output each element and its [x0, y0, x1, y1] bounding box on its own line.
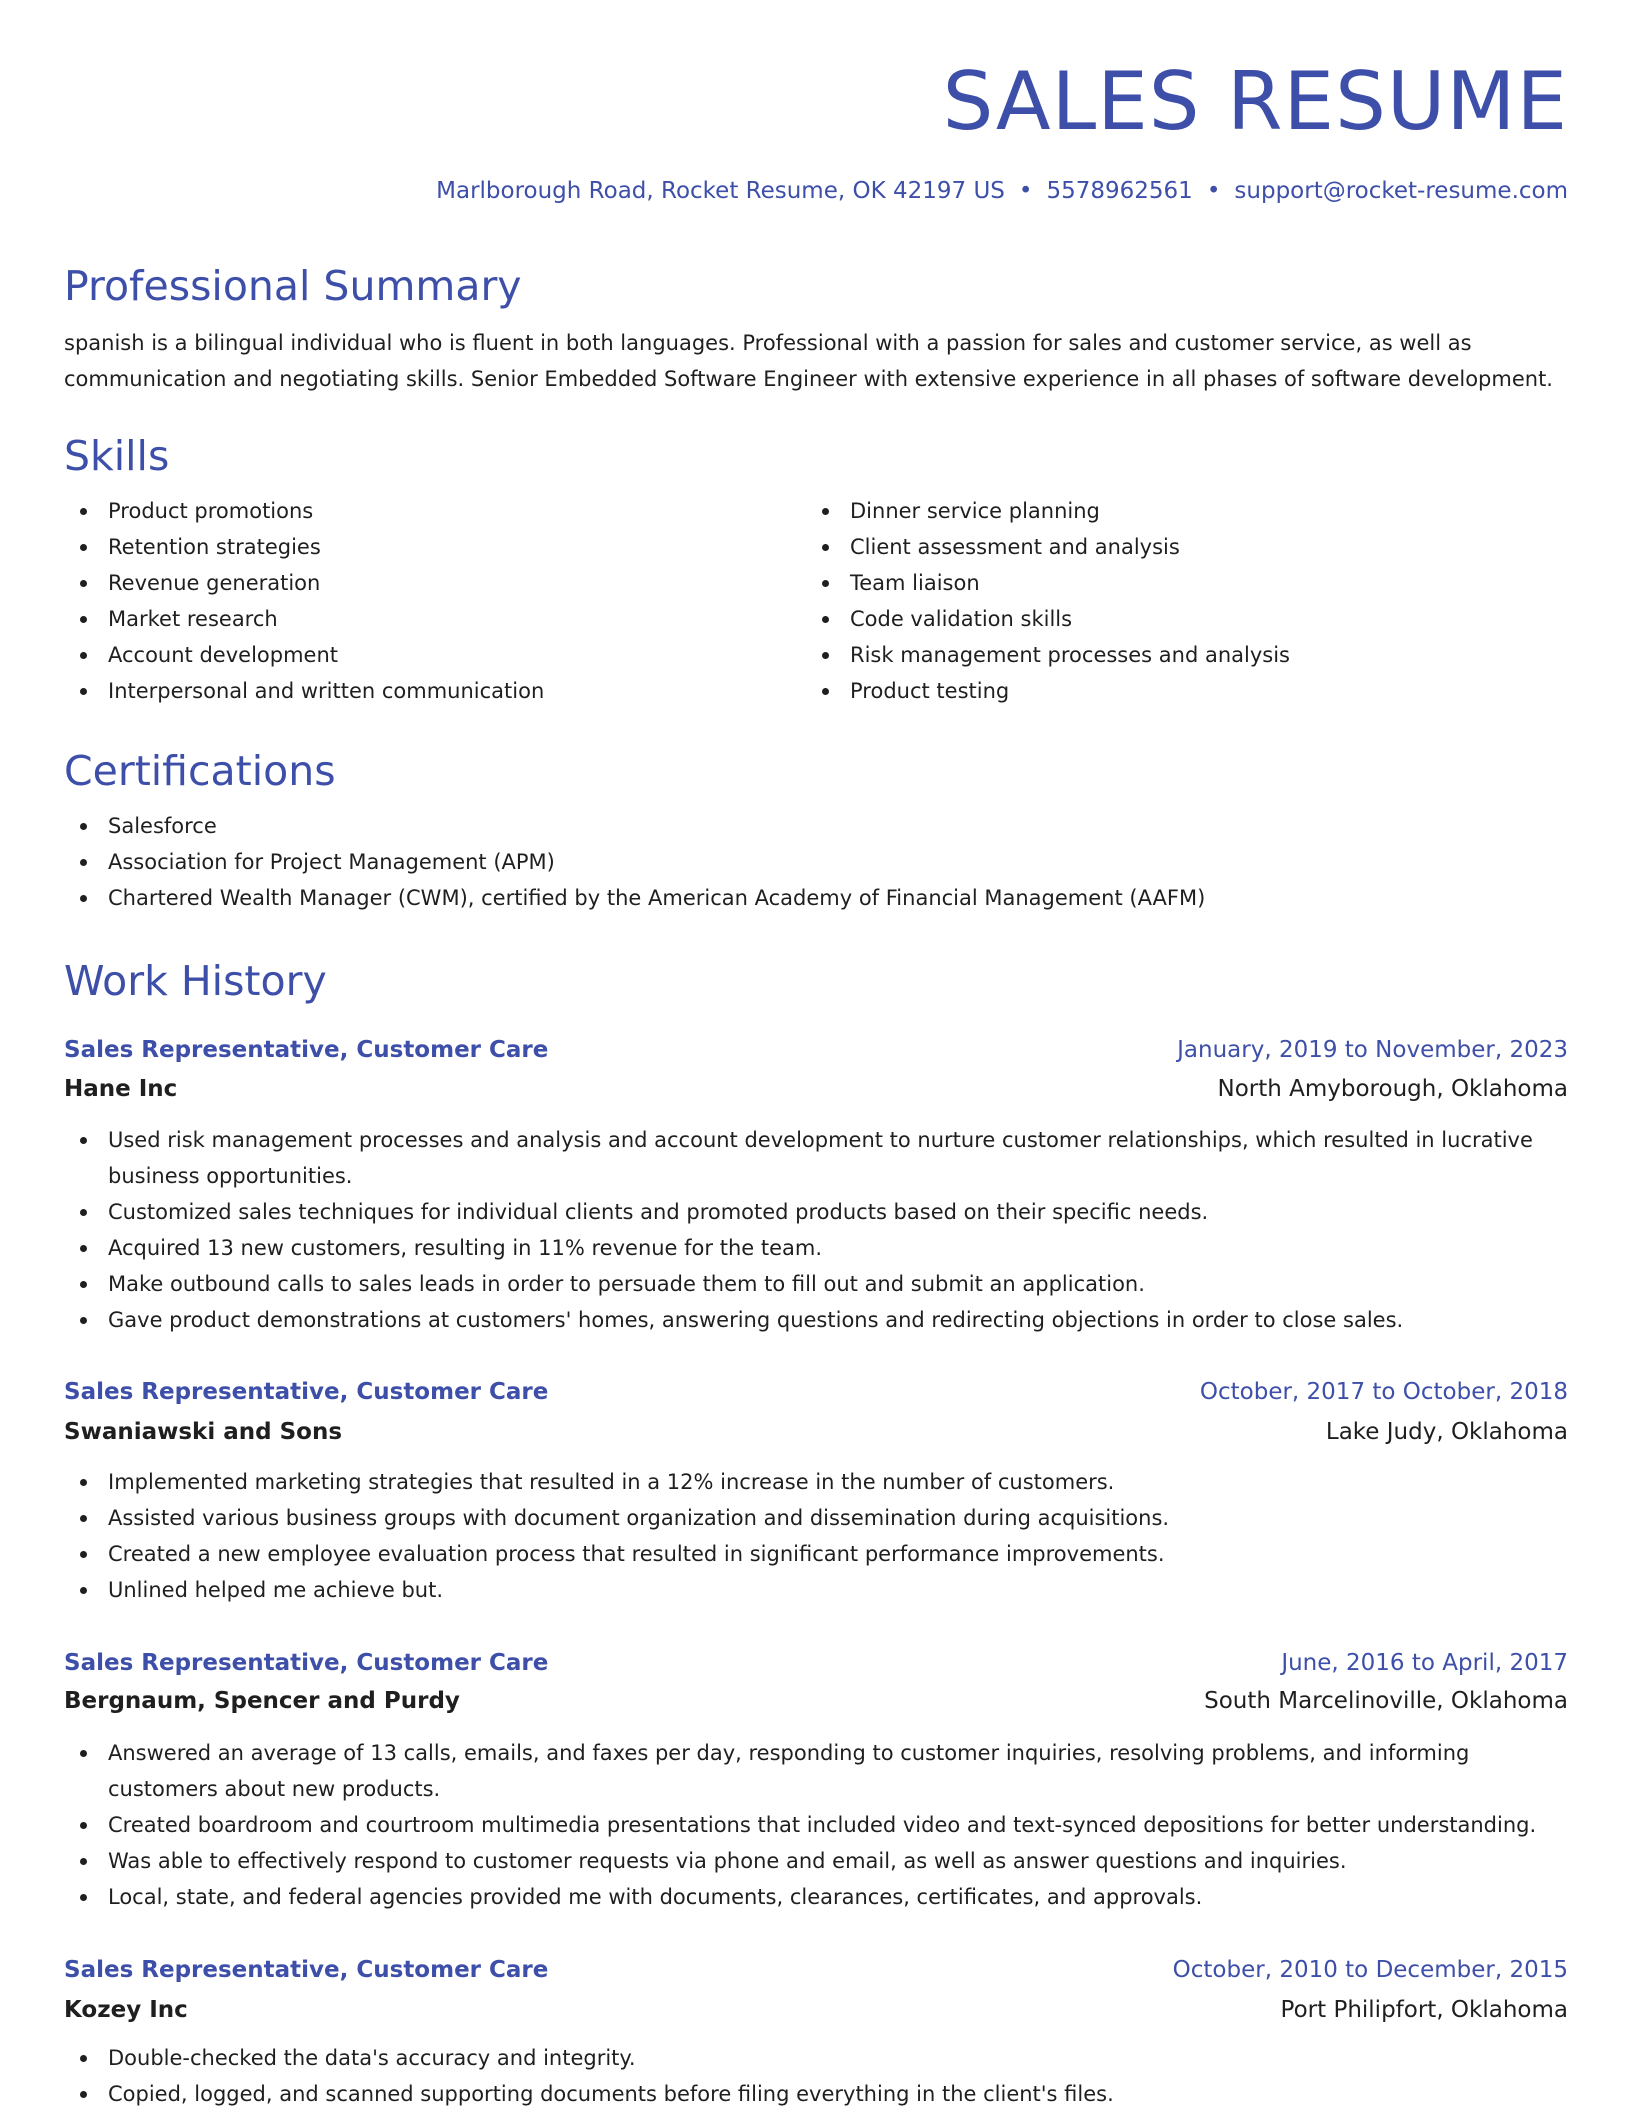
job-bullet: Created boardroom and courtroom multimedia presentations that included video and text-synced depositions for better understanding.	[64, 1807, 1568, 1843]
summary-section	[64, 261, 1568, 397]
contact-phone: 5578962561	[1046, 178, 1193, 204]
job-location: Lake Judy, Oklahoma	[1325, 1419, 1568, 1445]
job-entry	[64, 1032, 1568, 1338]
job-bullet: Double-checked the data's accuracy and integrity.	[64, 2040, 1568, 2076]
certifications-list	[64, 808, 1568, 916]
certifications-section	[64, 746, 1568, 916]
job-dates: January, 2019 to November, 2023	[1177, 1037, 1568, 1063]
skill-item: Product promotions	[64, 493, 806, 529]
summary-text: spanish is a bilingual individual who is fluent in both languages. Professional with a passion for sales and customer service, as well as communication and negotiating skills. Senior Embedded Software Engineer with extensive experience in all phases of software development.	[64, 331, 1553, 391]
resume-title: SALES RESUME	[942, 55, 1568, 148]
skill-item: Account development	[64, 637, 806, 673]
certification-item: Chartered Wealth Manager (CWM), certified by the American Academy of Financial Management (AAFM)	[64, 880, 1568, 916]
job-title-row	[64, 1952, 1568, 1988]
job-title: Sales Representative, Customer Care	[64, 1037, 549, 1063]
job-company-row	[64, 1414, 1568, 1450]
job-bullets	[64, 1735, 1568, 1915]
skill-item: Interpersonal and written communication	[64, 673, 806, 709]
skill-item: Risk management processes and analysis	[806, 637, 1548, 673]
job-location: Port Philipfort, Oklahoma	[1280, 1997, 1568, 2023]
skill-item: Revenue generation	[64, 565, 806, 601]
separator-2: •	[1206, 178, 1221, 204]
skill-item: Product testing	[806, 673, 1548, 709]
job-dates: October, 2017 to October, 2018	[1199, 1379, 1568, 1405]
job-company: Hane Inc	[64, 1076, 178, 1102]
work-history-heading: Work History	[64, 957, 327, 1005]
job-entry	[64, 1374, 1568, 1608]
job-title: Sales Representative, Customer Care	[64, 1957, 549, 1983]
job-dates: October, 2010 to December, 2015	[1172, 1957, 1568, 1983]
certifications-heading: Certifications	[64, 747, 336, 795]
job-company: Kozey Inc	[64, 1997, 188, 2023]
job-bullet: Copied, logged, and scanned supporting documents before filing everything in the client's files.	[64, 2076, 1568, 2112]
job-company-row	[64, 1683, 1568, 1719]
job-title-row	[64, 1645, 1568, 1681]
contact-address: Marlborough Road, Rocket Resume, OK 42197 US	[436, 178, 1005, 204]
skill-item: Code validation skills	[806, 601, 1548, 637]
skills-heading: Skills	[64, 432, 170, 480]
skills-list-right	[806, 493, 1548, 709]
job-bullet: Assisted various business groups with document organization and dissemination during acquisitions.	[64, 1500, 1568, 1536]
skill-item: Dinner service planning	[806, 493, 1548, 529]
skill-item: Retention strategies	[64, 529, 806, 565]
job-bullet: Implemented marketing strategies that resulted in a 12% increase in the number of customers.	[64, 1464, 1568, 1500]
job-bullet: Created a new employee evaluation process that resulted in significant performance improvements.	[64, 1536, 1568, 1572]
job-bullet: Was able to effectively respond to customer requests via phone and email, as well as answer questions and inquiries.	[64, 1843, 1568, 1879]
skills-list-left	[64, 493, 806, 709]
job-bullet: Gave product demonstrations at customers' homes, answering questions and redirecting objections in order to close sales.	[64, 1302, 1568, 1338]
skill-item: Client assessment and analysis	[806, 529, 1548, 565]
job-company-row	[64, 1071, 1568, 1107]
job-company: Bergnaum, Spencer and Purdy	[64, 1688, 460, 1714]
job-bullet: Unlined helped me achieve but.	[64, 1572, 1568, 1608]
skills-section	[64, 431, 1568, 709]
job-bullets	[64, 1122, 1568, 1338]
job-company: Swaniawski and Sons	[64, 1419, 343, 1445]
job-bullet: Make outbound calls to sales leads in order to persuade them to fill out and submit an application.	[64, 1266, 1568, 1302]
summary-heading: Professional Summary	[64, 262, 522, 310]
job-bullet: Local, state, and federal agencies provided me with documents, clearances, certificates, and approvals.	[64, 1879, 1568, 1915]
job-title-row	[64, 1032, 1568, 1068]
contact-line	[436, 178, 1568, 204]
job-title-row	[64, 1374, 1568, 1410]
certification-item: Association for Project Management (APM)	[64, 844, 1568, 880]
job-location: South Marcelinoville, Oklahoma	[1204, 1688, 1568, 1714]
job-entry	[64, 1952, 1568, 2112]
job-bullet: Used risk management processes and analysis and account development to nurture customer relationships, which resulted in lucrative business opportunities.	[64, 1122, 1568, 1194]
separator-1: •	[1018, 178, 1033, 204]
skill-item: Team liaison	[806, 565, 1548, 601]
job-bullet: Acquired 13 new customers, resulting in 11% revenue for the team.	[64, 1230, 1568, 1266]
job-entry	[64, 1645, 1568, 1915]
job-bullet: Customized sales techniques for individual clients and promoted products based on their specific needs.	[64, 1194, 1568, 1230]
job-location: North Amyborough, Oklahoma	[1217, 1076, 1568, 1102]
job-bullets	[64, 1464, 1568, 1608]
skill-item: Market research	[64, 601, 806, 637]
job-bullet: Answered an average of 13 calls, emails, and faxes per day, responding to customer inquiries, resolving problems, and informing customers about new products.	[64, 1735, 1568, 1807]
job-dates: June, 2016 to April, 2017	[1281, 1650, 1568, 1676]
contact-email[interactable]: support@rocket-resume.com	[1234, 178, 1568, 204]
certification-item: Salesforce	[64, 808, 1568, 844]
work-history-section	[64, 956, 1568, 1006]
skills-columns	[64, 493, 1568, 709]
job-title: Sales Representative, Customer Care	[64, 1650, 549, 1676]
job-bullets	[64, 2040, 1568, 2112]
job-title: Sales Representative, Customer Care	[64, 1379, 549, 1405]
job-company-row	[64, 1992, 1568, 2028]
